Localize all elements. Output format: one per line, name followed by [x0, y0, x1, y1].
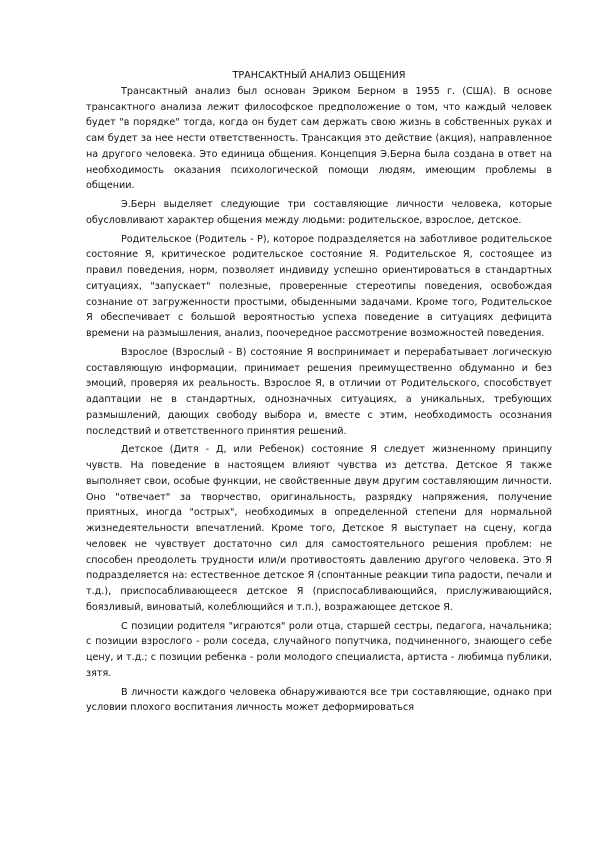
paragraph-adult-state: Взрослое (Взрослый - В) состояние Я воспринимает и перерабатывает логическую составляющую информации, принимает решения преимущественно обдуманно и без эмоций, проверяя их реальность. Взрослое Я, в отличии от Родительского, способствует адаптации не в стандартных, однозначных ситуациях, а уникальных, требующих размышлений, дающих свободу выбора и, вместе с этим, необходимость осознания последствий и ответственного принятия решений.	[86, 346, 552, 437]
paragraph-three-components: Э.Берн выделяет следующие три составляющие личности человека, которые обусловливают характер общения между людьми: родительское, взрослое, детское.	[86, 199, 552, 226]
paragraph-child-state: Детское (Дитя - Д, или Ребенок) состояние Я следует жизненному принципу чувств. На поведение в настоящем влияют чувства из детства. Детское Я также выполняет свои, особые функции, не свойственные двум другим составляющим личности. Оно "отвечает" за творчество, оригинальность, разрядку напряжения, получение приятных, иногда "острых", необходимых в определенной степени для нормальной жизнедеятельности впечатлений. Кроме того, Детское Я выступает на сцену, когда человек не чувствует достаточно сил для самостоятельного решения проблем: не способен преодолеть трудности или/и противостоять давлению другого человека. Это Я подразделяется на: естественное детское Я (спонтанные реакции типа радости, печали и т.д.), приспосабливающееся детское Я (приспосабливающийся, прислуживающийся, боязливый, виноватый, колеблющийся и т.п.), возражающее детское Я.	[86, 444, 552, 613]
paragraph-personality: В личности каждого человека обнаруживаются все три составляющие, однако при условии плохого воспитания личность может деформироваться	[86, 686, 552, 714]
paragraph-parent-state: Родительское (Родитель - Р), которое подразделяется на заботливое родительское состояние Я, критическое родительское состояние Я. Родительское Я, состоящее из правил поведения, норм, позволяет индивиду успешно ориентироваться в стандартных ситуациях, "запускает" полезные, проверенные стереотипы поведения, освобождая сознание от загруженности простыми, обыденными задачами. Кроме того, Родительское Я обеспечивает с большой вероятностью успеха поведение в ситуациях дефицита времени на размышления, анализ, поочередное рассмотрение возможностей поведения.	[86, 233, 552, 339]
document-title: ТРАНСАКТНЫЙ АНАЛИЗ ОБЩЕНИЯ	[232, 70, 406, 81]
paragraph-intro: Трансактный анализ был основан Эриком Берном в 1955 г. (США). В основе трансактного анализа лежит философское предположение о том, что каждый человек будет "в порядке" тогда, когда он будет сам держать свою жизнь в собственных руках и сам будет за нее нести ответственность. Трансакция это действие (акция), направленное на другого человека. Это единица общения. Концепция Э.Берна была создана в ответ на необходимость оказания психологической помощи людям, имеющим проблемы в общении.	[86, 85, 552, 192]
document-body	[86, 68, 552, 719]
paragraph-roles: С позиции родителя "играются" роли отца, старшей сестры, педагога, начальника; с позиции взрослого - роли соседа, случайного попутчика, подчиненного, знающего себе цену, и т.д.; с позиции ребенка - роли молодого специалиста, артиста - любимца публики, зятя.	[86, 620, 552, 679]
